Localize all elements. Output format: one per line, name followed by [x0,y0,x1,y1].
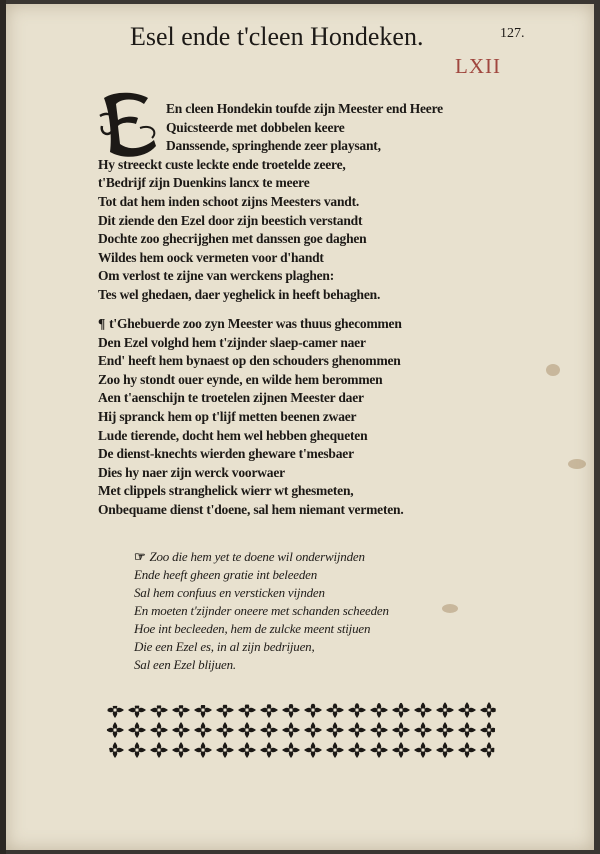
stanza-two [98,315,518,520]
verse-line: t'Bedrijf zijn Duenkins lancx te meere [98,175,310,191]
verse-line: Om verlost te zijne van werckens plaghen: [98,268,335,284]
moral-coda [134,548,474,674]
coda-line: Die een Ezel es, in al zijn bedrijuen, [134,639,315,654]
handwritten-numeral: LXII [455,54,501,78]
verse-line: Den Ezel volghd hem t'zijnder slaep-camer naer [98,334,366,350]
coda-line: En moeten t'zijnder oneere met schanden scheeden [134,603,389,618]
verse-line: Lude tierende, docht hem wel hebben ghequeten [98,427,368,443]
coda-text: Zoo die hem yet te doene wil onderwijnden [149,549,365,564]
verse-line: Hy streeckt custe leckte ende troetelde zeere, [98,156,346,172]
verse-line: Danssende, springhende zeer playsant, [166,138,381,154]
verse-line: Dies hy naer zijn werck voorwaer [98,464,285,480]
paper-stain [568,459,586,469]
page-title: Esel ende t'cleen Hondeken. [130,22,424,51]
verse-line: De dienst-knechts wierden gheware t'mesbaer [98,446,354,462]
coda-line: Hoe int becleeden, hem de zulcke meent stijuen [134,621,371,636]
verse-line: Met clippels stranghelick wierr wt ghesmeten, [98,483,354,499]
verse-text: t'Ghebuerde zoo zyn Meester was thuus ghecommen [109,316,402,331]
pilcrow-icon: ¶ [98,316,106,331]
verse-line: Quicsteerde met dobbelen keere [166,119,345,135]
coda-line [134,548,474,566]
verse-line: End' heeft hem bynaest op den schouders ghenommen [98,353,401,369]
verse-line: Tot dat hem inden schoot zijns Meesters vandt. [98,193,360,209]
verse-line [98,315,518,334]
paper-stain [546,364,560,376]
coda-line: Sal een Ezel blijuen. [134,657,236,672]
verse-line: Tes wel ghedaen, daer yeghelick in heeft behaghen. [98,286,381,302]
page-number: 127. [500,26,525,41]
coda-line: Sal hem confuus en versticken vijnden [134,585,325,600]
verse-line: Wildes hem oock vermeten voor d'handt [98,249,324,265]
verse-line: Hij spranck hem op t'lijf metten beenen zwaer [98,408,357,424]
verse-line: Onbequame dienst t'doene, sal hem niemant vermeten. [98,501,404,517]
stanza-one [98,100,518,305]
hand-pointer-icon: ☞ [134,549,146,564]
verse-line: Zoo hy stondt ouer eynde, en wilde hem berommen [98,371,383,387]
fleuron-band-icon [104,700,500,762]
verse-line: En cleen Hondekin toufde zijn Meester end Heere [166,101,443,116]
verse-line: Dochte zoo ghecrijghen met danssen goe daghen [98,231,367,247]
verse-line: Dit ziende den Ezel door zijn beestich verstandt [98,212,363,228]
verse-line: Aen t'aenschijn te troetelen zijnen Meester daer [98,390,364,406]
coda-line: Ende heeft gheen gratie int beleeden [134,567,318,582]
